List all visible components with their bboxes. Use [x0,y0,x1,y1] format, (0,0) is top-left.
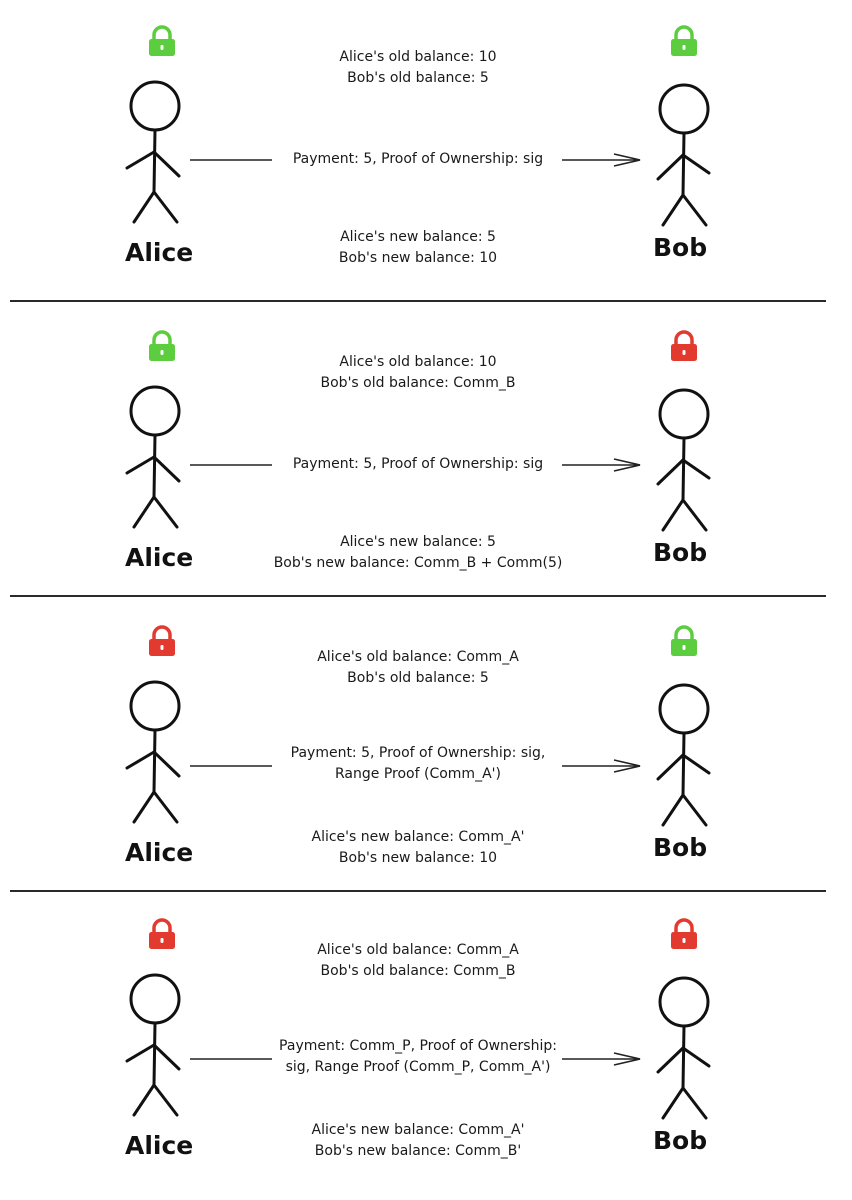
panel-divider [10,300,826,302]
payment-label-line: Range Proof (Comm_A') [335,766,501,782]
old-balances [258,352,578,394]
transaction-panel-3 [0,600,852,900]
new-balances-line: Alice's new balance: Comm_A' [311,1122,525,1138]
arrow-to-bob [562,458,644,472]
arrow-line-left [190,458,276,472]
receiver-name: Bob [653,538,708,567]
right-arm [154,457,179,481]
new-balances-line: Alice's new balance: 5 [340,229,496,245]
payment-label [258,454,578,475]
bob-figure [651,388,721,543]
head [660,685,708,733]
new-balances-line: Bob's new balance: Comm_B' [314,1143,522,1159]
green-lock-icon [669,625,699,657]
payment-label [258,1036,578,1078]
right-arm [683,755,709,773]
right-leg [683,500,706,530]
alice-figure [122,80,192,235]
body [683,438,684,500]
arrow-line-left [190,153,276,167]
red-lock-icon [147,625,177,657]
old-balances [258,940,578,982]
right-arm [154,752,179,776]
right-arm [683,460,709,478]
receiver-name: Bob [653,1126,708,1155]
body [683,733,684,795]
panel-divider [10,595,826,597]
green-lock-icon [669,25,699,57]
arrow-line-left [190,1052,276,1066]
new-balances-line: Alice's new balance: 5 [340,534,496,550]
payment-label-line: Payment: Comm_P, Proof of Ownership: [279,1038,557,1054]
receiver-name: Bob [653,233,708,262]
payment-label [258,149,578,170]
payment-label-line: Payment: 5, Proof of Ownership: sig [292,151,544,167]
bob-figure [651,976,721,1131]
bob-figure [651,683,721,838]
new-balances [238,827,598,869]
left-arm [127,457,154,473]
right-leg [154,1085,177,1115]
left-arm [127,152,154,168]
payment-label [258,743,578,785]
body [154,1023,155,1085]
sender-name: Alice [125,543,194,572]
green-lock-icon [147,25,177,57]
sender-name: Alice [125,1131,194,1160]
old-balances-line: Alice's old balance: Comm_A [317,649,519,665]
arrow-to-bob [562,153,644,167]
arrow-to-bob [562,1052,644,1066]
red-lock-icon [669,918,699,950]
old-balances [258,47,578,89]
new-balances [238,1120,598,1162]
old-balances-line: Alice's old balance: 10 [339,49,497,65]
head [660,85,708,133]
right-leg [683,195,706,225]
left-leg [663,195,683,225]
new-balances-line: Bob's new balance: Comm_B + Comm(5) [273,555,563,571]
head [131,387,179,435]
old-balances-line: Bob's old balance: Comm_B [320,375,516,391]
right-leg [683,795,706,825]
old-balances-line: Bob's old balance: 5 [347,670,489,686]
transaction-panel-1 [0,0,852,300]
old-balances-line: Bob's old balance: Comm_B [320,963,516,979]
arrow-to-bob [562,759,644,773]
bob-figure [651,83,721,238]
old-balances-line: Alice's old balance: Comm_A [317,942,519,958]
left-leg [134,792,154,822]
left-arm [658,755,683,779]
new-balances [238,532,598,574]
left-leg [663,795,683,825]
left-arm [658,155,683,179]
red-lock-icon [147,918,177,950]
alice-figure [122,680,192,835]
new-balances-line: Alice's new balance: Comm_A' [311,829,525,845]
transaction-panel-4 [0,893,852,1193]
left-arm [127,1045,154,1061]
left-arm [127,752,154,768]
right-arm [683,155,709,173]
right-arm [683,1048,709,1066]
alice-figure [122,973,192,1128]
old-balances-line: Alice's old balance: 10 [339,354,497,370]
left-leg [663,1088,683,1118]
right-leg [154,192,177,222]
old-balances [258,647,578,689]
right-arm [154,1045,179,1069]
receiver-name: Bob [653,833,708,862]
payment-label-line: Payment: 5, Proof of Ownership: sig [292,456,544,472]
new-balances [238,227,598,269]
body [683,133,684,195]
sender-name: Alice [125,238,194,267]
transaction-panel-2 [0,305,852,605]
payment-label-line: sig, Range Proof (Comm_P, Comm_A') [285,1059,551,1075]
new-balances-line: Bob's new balance: 10 [338,250,498,266]
head [131,975,179,1023]
green-lock-icon [147,330,177,362]
left-leg [134,497,154,527]
head [660,390,708,438]
red-lock-icon [669,330,699,362]
body [154,730,155,792]
alice-figure [122,385,192,540]
arrow-line-left [190,759,276,773]
left-leg [134,1085,154,1115]
left-arm [658,460,683,484]
payment-label-line: Payment: 5, Proof of Ownership: sig, [290,745,546,761]
left-leg [134,192,154,222]
head [131,82,179,130]
right-leg [154,497,177,527]
body [154,435,155,497]
head [131,682,179,730]
right-leg [154,792,177,822]
old-balances-line: Bob's old balance: 5 [347,70,489,86]
head [660,978,708,1026]
body [154,130,155,192]
new-balances-line: Bob's new balance: 10 [338,850,498,866]
sender-name: Alice [125,838,194,867]
left-leg [663,500,683,530]
right-leg [683,1088,706,1118]
body [683,1026,684,1088]
left-arm [658,1048,683,1072]
panel-divider [10,890,826,892]
right-arm [154,152,179,176]
